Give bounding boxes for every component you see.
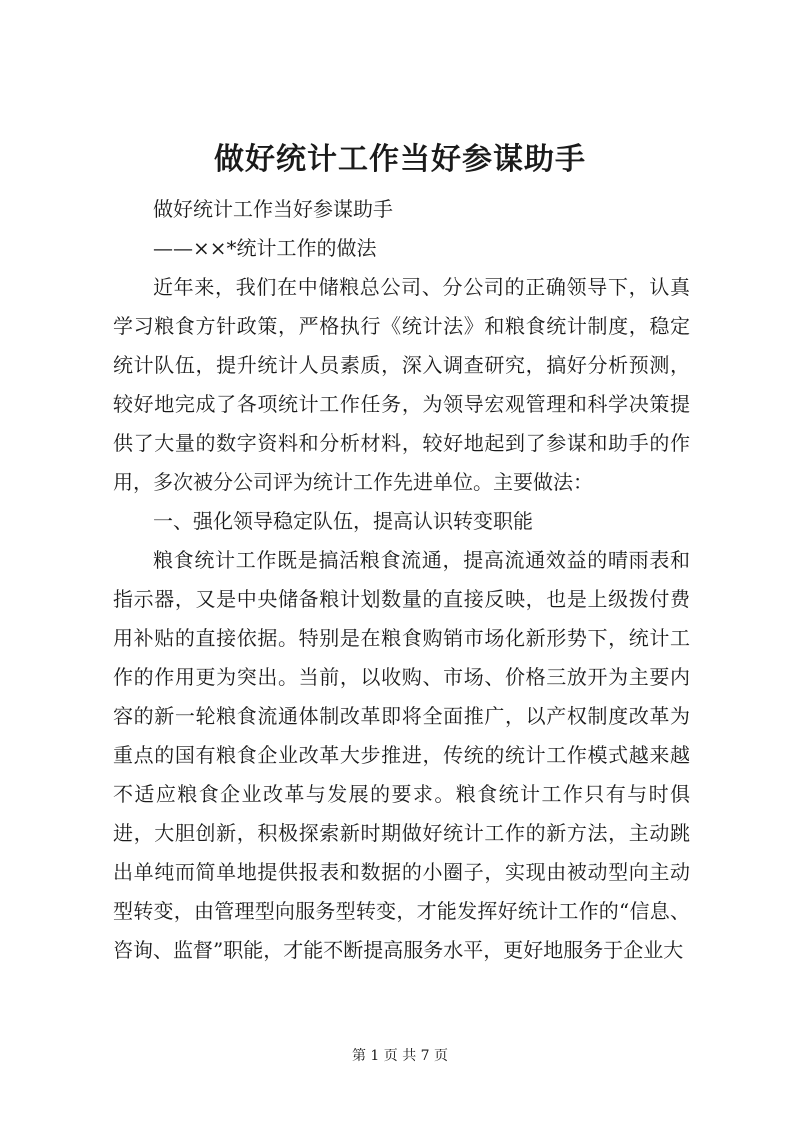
subtitle: 做好统计工作当好参谋助手 — [153, 197, 393, 221]
page-footer: 第 1 页 共 7 页 — [351, 1048, 449, 1064]
paragraph-intro: 近年来，我们在中储粮总公司、分公司的正确领导下，认真学习粮食方针政策，严格执行《统计法》和粮食统计制度，稳定统计队伍，提升统计人员素质，深入调查研究，搞好分析预测，较好地完成了各项统计工作任务，为领导宏观管理和科学决策提供了大量的数字资料和分析材料，较好地起到了参谋和助手的作用，多次被分公司评为统计工作先进单位。主要做法： — [113, 275, 690, 494]
byline: ——××*统计工作的做法 — [153, 236, 377, 260]
document-body — [113, 190, 690, 970]
section-heading-1: 一、强化领导稳定队伍，提高认识转变职能 — [153, 509, 533, 533]
document-title: 做好统计工作当好参谋助手 — [214, 142, 586, 177]
paragraph-section-1: 粮食统计工作既是搞活粮食流通，提高流通效益的晴雨表和指示器，又是中央储备粮计划数量的直接反映，也是上级拨付费用补贴的直接依据。特别是在粮食购销市场化新形势下，统计工作的作用更为突出。当前，以收购、市场、价格三放开为主要内容的新一轮粮食流通体制改革即将全面推广，以产权制度改革为重点的国有粮食企业改革大步推进，传统的统计工作模式越来越不适应粮食企业改革与发展的要求。粮食统计工作只有与时俱进，大胆创新，积极探索新时期做好统计工作的新方法，主动跳出单纯而简单地提供报表和数据的小圈子，实现由被动型向主动型转变，由管理型向服务型转变，才能发挥好统计工作的“信息、咨询、监督”职能，才能不断提高服务水平，更好地服务于企业大 — [113, 548, 690, 962]
